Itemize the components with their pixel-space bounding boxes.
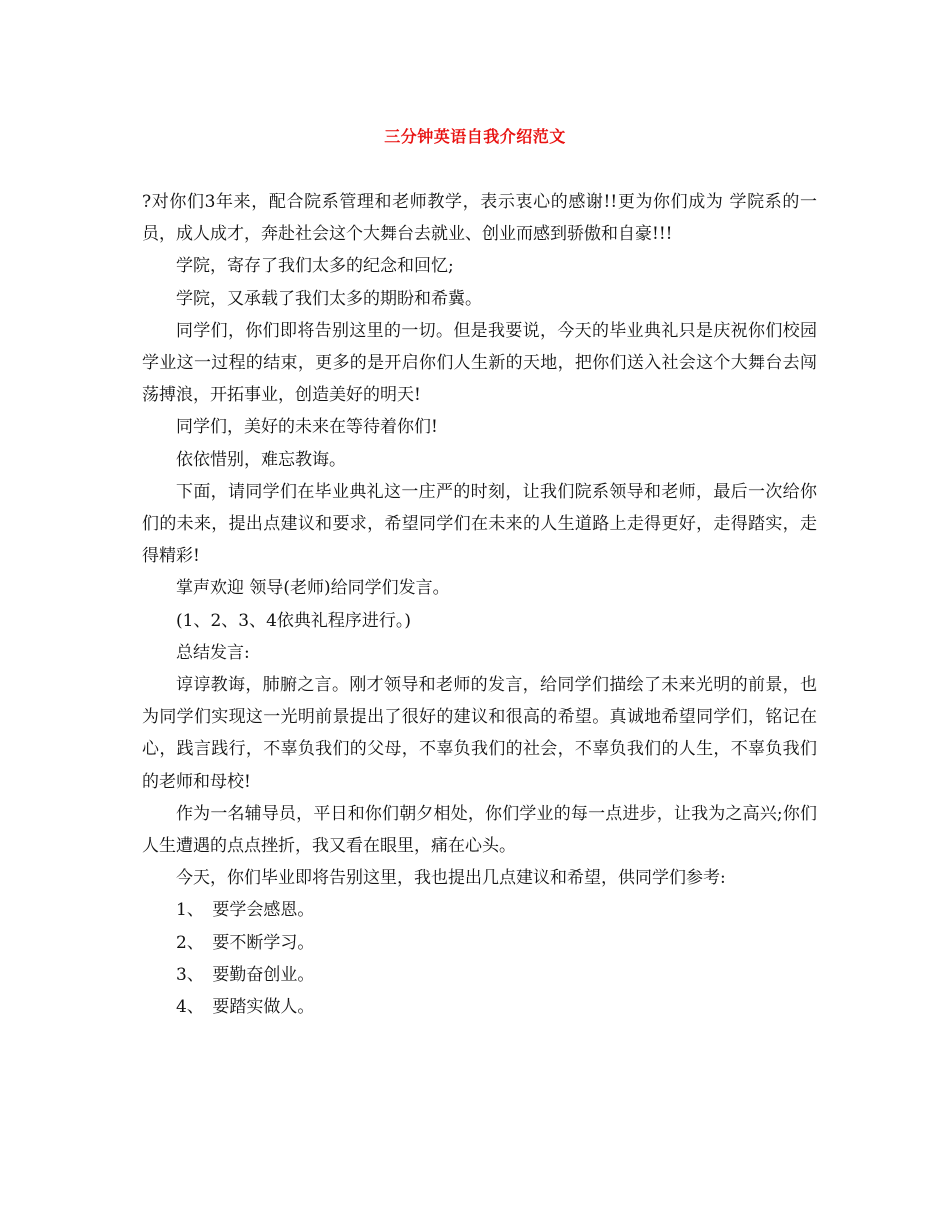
list-item-integrity: 4、 要踏实做人。	[176, 997, 315, 1018]
paragraph-summary-heading: 总结发言:	[176, 642, 250, 663]
list-item-diligence: 3、 要勤奋创业。	[176, 964, 315, 985]
list-item-gratitude: 1、 要学会感恩。	[176, 900, 315, 921]
paragraph-leaders-intro: 下面，请同学们在毕业典礼这一庄严的时刻，让我们院系领导和老师，最后一次给你们的未来，提出点建议和要求，希望同学们在未来的人生道路上走得更好，走得踏实，走得精彩!	[142, 481, 817, 567]
document-body	[142, 186, 817, 1023]
paragraph-applause: 掌声欢迎 领导(老师)给同学们发言。	[176, 578, 450, 599]
paragraph-memories: 学院，寄存了我们太多的纪念和回忆;	[176, 256, 454, 277]
paragraph-suggestions-intro: 今天，你们毕业即将告别这里，我也提出几点建议和希望，供同学们参考:	[176, 868, 726, 889]
paragraph-program: (1、2、3、4依典礼程序进行。)	[176, 610, 412, 631]
list-item-learning: 2、 要不断学习。	[176, 932, 315, 953]
paragraph-thanks: ?对你们3年来，配合院系管理和老师教学，表示衷心的感谢!!更为你们成为 学院系的一员，成人成才，奔赴社会这个大舞台去就业、创业而感到骄傲和自豪!!!	[142, 192, 817, 245]
paragraph-summary: 谆谆教诲，肺腑之言。刚才领导和老师的发言，给同学们描绘了未来光明的前景，也为同学们实现这一光明前景提出了很好的建议和很高的希望。真诚地希望同学们，铭记在心，践言践行，不辜负我们的父母，不辜负我们的社会，不辜负我们的人生，不辜负我们的老师和母校!	[142, 675, 817, 792]
paragraph-counselor: 作为一名辅导员，平日和你们朝夕相处，你们学业的每一点进步，让我为之高兴;你们人生遭遇的点点挫折，我又看在眼里，痛在心头。	[142, 803, 817, 857]
paragraph-parting: 依依惜别，难忘教诲。	[176, 449, 346, 470]
paragraph-future: 同学们，美好的未来在等待着你们!	[176, 417, 438, 438]
document-title: 三分钟英语自我介绍范文	[384, 127, 566, 146]
paragraph-hopes: 学院，又承载了我们太多的期盼和希冀。	[176, 288, 482, 309]
paragraph-farewell: 同学们，你们即将告别这里的一切。但是我要说，今天的毕业典礼只是庆祝你们校园学业这一过程的结束，更多的是开启你们人生新的天地，把你们送入社会这个大舞台去闯荡搏浪，开拓事业，创造美好的明天!	[142, 320, 817, 406]
